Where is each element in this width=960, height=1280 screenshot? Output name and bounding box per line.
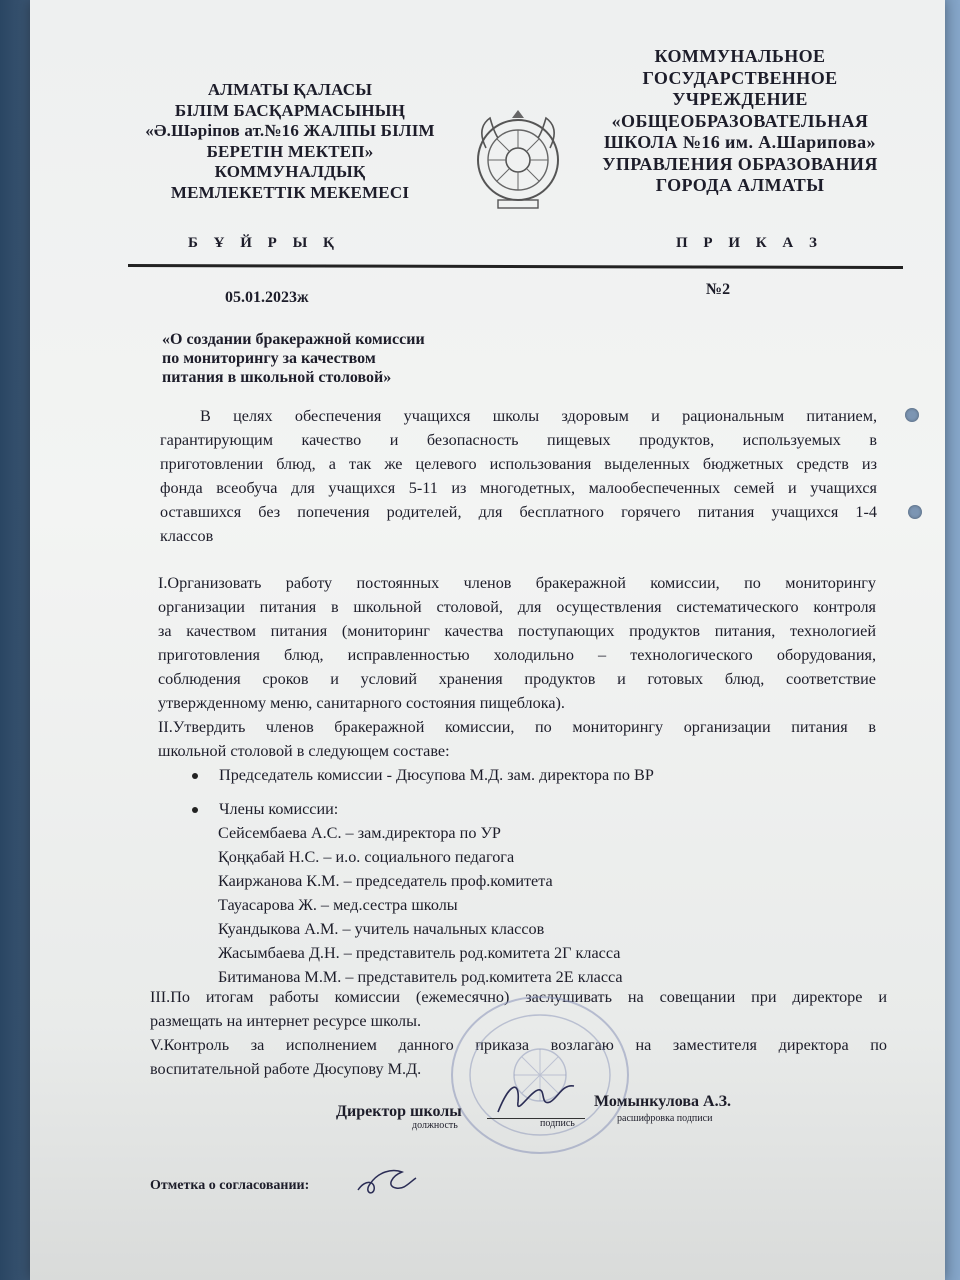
- item-1-line: приготовления блюд, исправленностью холодильно – технологического оборудования,: [158, 646, 876, 664]
- item-5-line: V.Контроль за исполнением данного приказа возлагаю на заместителя директора по: [150, 1036, 887, 1054]
- header-left-line: «Ә.Шәріпов ат.№16 ЖАЛПЫ БІЛІМ: [145, 121, 435, 140]
- header-right-line: «ОБЩЕОБРАЗОВАТЕЛЬНАЯ: [611, 110, 869, 131]
- members-label: Члены комиссии:: [219, 800, 339, 818]
- preamble-line: фонда всеобуча для учащихся 5-11 из многодетных, малообеспеченных семей и учащихся: [160, 479, 877, 497]
- preamble-line: В целях обеспечения учащихся школы здоровым и рациональным питанием,: [200, 407, 877, 425]
- item-1-line: за качеством питания (мониторинг качества поступающих продуктов питания, технологией: [158, 622, 876, 640]
- item-1: [158, 571, 876, 715]
- member-item: Жасымбаева Д.Н. – представитель род.комитета 2Г класса: [218, 944, 621, 962]
- item-5-line: воспитательной работе Дюсупову М.Д.: [150, 1060, 422, 1078]
- order-date: 05.01.2023ж: [225, 289, 309, 306]
- director-signature-icon: [490, 1072, 580, 1122]
- header-left-line: БІЛІМ БАСҚАРМАСЫНЫҢ: [174, 100, 406, 120]
- item-1-line: утвержденному меню, санитарного состояния пищеблока).: [158, 694, 565, 712]
- header-left: [105, 80, 475, 203]
- doc-type-russian: П Р И К А З: [676, 235, 823, 251]
- header-left-line: КОММУНАЛДЫҚ: [214, 162, 366, 181]
- member-item: Каиржанова К.М. – председатель проф.комитета: [218, 872, 553, 890]
- header-right-line: ШКОЛА №16 им. А.Шарипова»: [604, 132, 876, 152]
- preamble-line: приготовлении блюд, а так же целевого использования выделенных бюджетных средств из: [160, 455, 877, 473]
- item-1-line: организации питания в школьной столовой, для осуществления систематического контроля: [158, 598, 876, 616]
- preamble-line: гарантирующим качество и безопасность пищевых продуктов, используемых в: [160, 431, 877, 449]
- approval-signature-icon: [352, 1160, 422, 1200]
- member-item: Куандыкова А.М. – учитель начальных классов: [218, 920, 545, 938]
- members-list: [218, 821, 623, 989]
- punch-hole: [908, 505, 922, 519]
- header-right: [580, 46, 900, 197]
- preamble: [160, 404, 877, 548]
- signature-name: Момынкулова А.З.: [594, 1093, 732, 1110]
- chairman: Председатель комиссии - Дюсупова М.Д. зам. директора по ВР: [219, 766, 654, 784]
- header-right-line: ГОСУДАРСТВЕННОЕ: [642, 67, 838, 88]
- preamble-line: оставшихся без попечения родителей, для бесплатного горячего питания учащихся 1-4: [160, 503, 877, 521]
- order-subject: [162, 330, 425, 387]
- approval-label: Отметка о согласовании:: [150, 1178, 310, 1193]
- bullet: [192, 773, 198, 779]
- item-2: [158, 715, 876, 763]
- subject-line: «О создании бракеражной комиссии: [162, 331, 425, 348]
- item-2-line: II.Утвердить членов бракеражной комиссии, по мониторингу организации питания в: [158, 718, 876, 736]
- caption-sign: подпись: [540, 1118, 575, 1129]
- item-3-line: размещать на интернет ресурсе школы.: [150, 1012, 421, 1030]
- caption-position: должность: [412, 1120, 458, 1131]
- order-number: №2: [706, 281, 731, 298]
- bullet: [192, 807, 198, 813]
- header-left-line: АЛМАТЫ ҚАЛАСЫ: [207, 80, 373, 99]
- member-item: Тауасарова Ж. – мед.сестра школы: [218, 896, 458, 914]
- header-left-line: МЕМЛЕКЕТТІК МЕКЕМЕСІ: [170, 182, 410, 202]
- kazakhstan-state-emblem-icon: [472, 108, 564, 214]
- subject-line: питания в школьной столовой»: [162, 369, 392, 386]
- member-item: Қоңқабай Н.С. – и.о. социального педагога: [218, 848, 515, 866]
- header-left-line: БЕРЕТІН МЕКТЕП»: [206, 141, 374, 161]
- header-right-line: ГОРОДА АЛМАТЫ: [655, 175, 825, 195]
- header-right-line: КОММУНАЛЬНОЕ: [654, 46, 826, 66]
- header-right-line: УЧРЕЖДЕНИЕ: [672, 89, 808, 109]
- punch-hole: [905, 408, 919, 422]
- item-1-line: соблюдения сроков и условий хранения продуктов и готовых блюд, соответствие: [158, 670, 876, 688]
- subject-line: по мониторингу за качеством: [162, 350, 376, 367]
- item-3-line: III.По итогам работы комиссии (ежемесячно) заслушивать на совещании при директоре и: [150, 988, 887, 1006]
- preamble-line: классов: [160, 527, 214, 545]
- member-item: Сейсембаева А.С. – зам.директора по УР: [218, 824, 501, 842]
- header-right-line: УПРАВЛЕНИЯ ОБРАЗОВАНИЯ: [602, 153, 878, 174]
- signature-position: Директор школы: [336, 1103, 462, 1120]
- member-item: Битиманова М.М. – представитель род.комитета 2Е класса: [218, 968, 623, 986]
- doc-type-kazakh: Б Ұ Й Р Ы Қ: [188, 235, 340, 251]
- caption-name: расшифровка подписи: [617, 1113, 713, 1124]
- item-2-line: школьной столовой в следующем составе:: [158, 742, 450, 760]
- item-1-line: I.Организовать работу постоянных членов бракеражной комиссии, по мониторингу: [158, 574, 876, 592]
